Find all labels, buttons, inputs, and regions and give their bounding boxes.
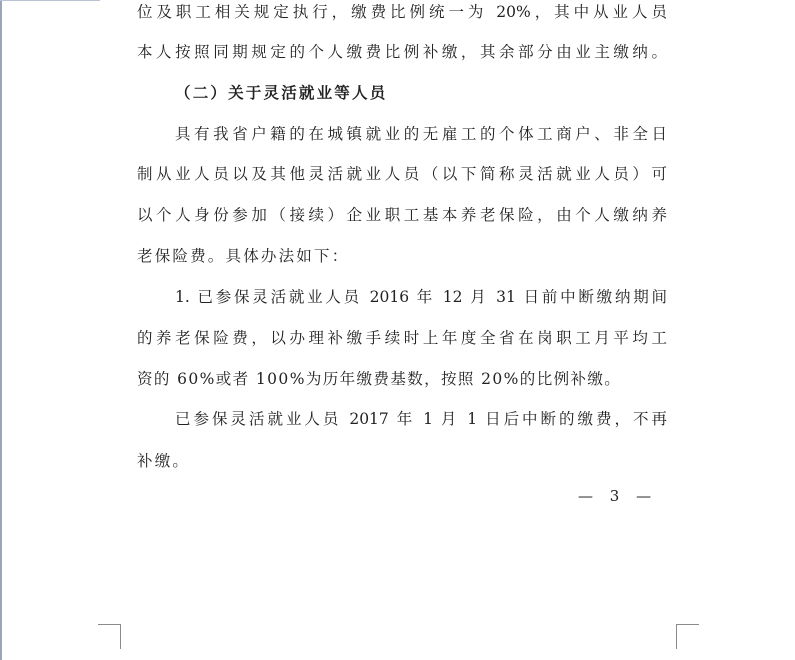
body-line-1: 位及职工相关规定执行，缴费比例统一为 20%，其中从业人员 — [137, 3, 667, 21]
window-top-edge — [0, 0, 100, 1]
body-line-9: 资的 60%或者 100%为历年缴费基数，按照 20%的比例补缴。 — [137, 370, 622, 388]
section-heading: （二）关于灵活就业等人员 — [175, 83, 388, 102]
body-line-3: 具有我省户籍的在城镇就业的无雇工的个体工商户、非全日 — [175, 125, 667, 143]
body-line-4: 制从业人员以及其他灵活就业人员（以下简称灵活就业人员）可 — [137, 165, 667, 183]
body-line-5: 以个人身份参加（接续）企业职工基本养老保险，由个人缴纳养 — [137, 206, 667, 224]
body-line-6: 老保险费。具体办法如下： — [137, 247, 350, 265]
body-line-8: 的养老保险费，以办理补缴手续时上年度全省在岗职工月平均工 — [137, 329, 667, 347]
body-line-10: 已参保灵活就业人员 2017 年 1 月 1 日后中断的缴费，不再 — [175, 410, 667, 428]
margin-corner-mark-left — [98, 624, 121, 649]
margin-corner-mark-right — [676, 624, 699, 649]
window-left-edge — [0, 0, 2, 660]
page-number: — 3 — — [578, 487, 658, 505]
body-line-11: 补缴。 — [137, 452, 191, 470]
body-line-2: 本人按照同期规定的个人缴费比例补缴，其余部分由业主缴纳。 — [137, 43, 667, 61]
body-line-7: 1. 已参保灵活就业人员 2016 年 12 月 31 日前中断缴纳期间 — [175, 288, 667, 306]
